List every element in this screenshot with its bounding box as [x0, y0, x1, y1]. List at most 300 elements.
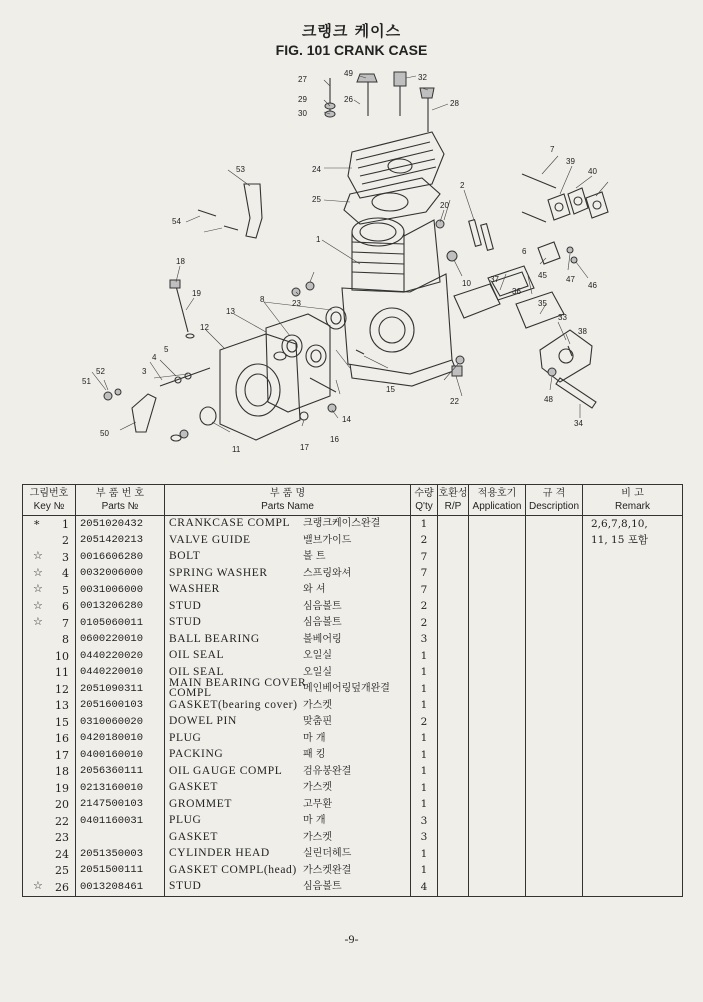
application-cell: [469, 764, 526, 781]
part-number-cell: 0400160010: [76, 747, 165, 764]
description-cell: [526, 879, 583, 896]
remark-cell: [583, 566, 683, 583]
callout-label: 27: [298, 75, 307, 84]
callout-label: 35: [538, 299, 547, 308]
quantity-cell: 2: [411, 714, 438, 731]
callout-label: 33: [558, 313, 567, 322]
key-number: 7: [62, 616, 69, 630]
application-cell: [469, 516, 526, 533]
description-cell: [526, 714, 583, 731]
part-name-korean: 가스켓: [303, 782, 332, 793]
remark-cell: [583, 582, 683, 599]
key-number: 15: [55, 715, 69, 729]
remark-cell: [583, 780, 683, 797]
part-name-english: CRANKCASE COMPL: [169, 517, 291, 529]
parts-table: [22, 484, 683, 897]
application-cell: [469, 615, 526, 632]
callout-label: 17: [300, 443, 309, 452]
part-name-cell: [165, 632, 411, 649]
part-name-cell: [165, 566, 411, 583]
part-name-korean: 오일실: [303, 666, 332, 678]
remark-cell: [583, 846, 683, 863]
part-name-cell: [165, 764, 411, 781]
quantity-cell: 7: [411, 549, 438, 566]
key-cell: [23, 533, 76, 550]
part-name-english: WASHER: [169, 583, 220, 595]
callout-label: 7: [550, 145, 555, 154]
table-header-row: [23, 485, 683, 516]
part-number-cell: 0440220010: [76, 665, 165, 682]
description-cell: [526, 615, 583, 632]
rp-cell: [438, 863, 469, 880]
part-name-cell: [165, 731, 411, 748]
callout-label: 37: [490, 275, 499, 284]
part-number-cell: 0310060020: [76, 714, 165, 731]
application-cell: [469, 665, 526, 682]
key-number: 11: [55, 666, 69, 680]
remark-cell: [583, 813, 683, 830]
rp-cell: [438, 846, 469, 863]
remark-cell: [583, 764, 683, 781]
application-cell: [469, 533, 526, 550]
rp-cell: [438, 879, 469, 896]
key-cell: [23, 665, 76, 682]
part-name-cell: [165, 780, 411, 797]
rp-cell: [438, 632, 469, 649]
callout-label: 52: [96, 367, 105, 376]
description-cell: [526, 813, 583, 830]
part-name-cell: [165, 599, 411, 616]
rp-cell: [438, 747, 469, 764]
part-number-cell: 2147500103: [76, 797, 165, 814]
part-name-cell: [165, 549, 411, 566]
part-name-english: VALVE GUIDE: [169, 533, 251, 546]
part-number-cell: 0013206280: [76, 599, 165, 616]
quantity-cell: 3: [411, 830, 438, 847]
part-name-korean: 가스켓: [303, 699, 332, 711]
key-cell: [23, 797, 76, 814]
quantity-cell: 7: [411, 582, 438, 599]
diagram-art: [92, 72, 608, 441]
rp-cell: [438, 698, 469, 715]
description-cell: [526, 599, 583, 616]
callout-label: 14: [342, 415, 351, 424]
part-name-english: PACKING: [169, 748, 224, 760]
part-name-english: PLUG: [169, 814, 202, 826]
marker-symbol: ☆: [33, 582, 43, 595]
application-cell: [469, 863, 526, 880]
key-cell: [23, 846, 76, 863]
part-name-cell: [165, 714, 411, 731]
key-cell: [23, 615, 76, 632]
key-number: 10: [55, 649, 69, 663]
part-number-cell: 0031006000: [76, 582, 165, 599]
callout-label: 15: [386, 385, 395, 394]
key-number: 3: [62, 550, 69, 564]
callout-label: 20: [440, 201, 449, 210]
callout-label: 47: [566, 275, 575, 284]
part-number-cell: 0032006000: [76, 566, 165, 583]
quantity-cell: 1: [411, 780, 438, 797]
callout-label: 19: [192, 289, 201, 298]
key-number: 16: [55, 732, 69, 746]
quantity-cell: 1: [411, 681, 438, 698]
part-name-korean: 가스켓완결: [303, 864, 352, 876]
description-cell: [526, 830, 583, 847]
rp-cell: [438, 731, 469, 748]
key-cell: [23, 863, 76, 880]
column-header-application: 적용호기 Application: [469, 485, 526, 516]
key-cell: [23, 549, 76, 566]
remark-cell: 11, 15 포함: [583, 533, 683, 550]
callout-label: 10: [462, 279, 471, 288]
part-number-cell: [76, 830, 165, 847]
application-cell: [469, 582, 526, 599]
key-number: 13: [55, 699, 69, 713]
callout-label: 24: [312, 165, 321, 174]
part-name-english: GASKET(bearing cover): [169, 698, 298, 711]
parts-table-body: [23, 516, 683, 897]
part-name-english: DOWEL PIN: [169, 715, 237, 727]
marker-symbol: ☆: [33, 565, 43, 579]
part-name-korean: 오일실: [303, 650, 332, 661]
part-number-cell: 0401160031: [76, 813, 165, 830]
part-name-english: GASKET COMPL(head): [169, 863, 297, 876]
callout-label: 2: [460, 181, 465, 190]
description-cell: [526, 731, 583, 748]
callout-label: 6: [522, 247, 527, 256]
callout-label: 48: [544, 395, 553, 404]
part-name-cell: [165, 813, 411, 830]
application-cell: [469, 681, 526, 698]
part-name-cell: [165, 879, 411, 896]
key-cell: [23, 731, 76, 748]
key-number: 6: [62, 600, 69, 614]
rp-cell: [438, 764, 469, 781]
part-name-english: PLUG: [169, 731, 202, 744]
key-number: 19: [55, 781, 69, 795]
callout-label: 26: [344, 95, 353, 104]
callout-label: 18: [176, 257, 185, 266]
application-cell: [469, 599, 526, 616]
part-name-korean: 마 개: [303, 732, 326, 744]
rp-cell: [438, 599, 469, 616]
key-number: 1: [62, 517, 69, 531]
table-row: [23, 566, 683, 583]
table-row: [23, 549, 683, 566]
quantity-cell: 1: [411, 797, 438, 814]
description-cell: [526, 764, 583, 781]
column-header-parts-name: 부 품 명 Parts Name: [165, 485, 411, 516]
remark-cell: [583, 599, 683, 616]
quantity-cell: 2: [411, 599, 438, 616]
marker-symbol: ☆: [33, 615, 43, 628]
callout-label: 5: [164, 345, 169, 354]
part-name-korean: 가스켓: [303, 831, 332, 843]
table-row: [23, 830, 683, 847]
remark-cell: [583, 615, 683, 632]
part-name-english: GROMMET: [169, 797, 232, 810]
callout-label: 12: [200, 323, 209, 332]
description-cell: [526, 681, 583, 698]
key-number: 17: [55, 748, 69, 762]
rp-cell: [438, 797, 469, 814]
callout-label: 51: [82, 377, 91, 386]
callout-label: 23: [292, 299, 301, 308]
application-cell: [469, 648, 526, 665]
rp-cell: [438, 533, 469, 550]
key-cell: [23, 879, 76, 896]
part-name-cell: [165, 698, 411, 715]
rp-cell: [438, 830, 469, 847]
application-cell: [469, 714, 526, 731]
remark-cell: [583, 681, 683, 698]
part-number-cell: 0600220010: [76, 632, 165, 649]
key-cell: [23, 681, 76, 698]
callout-label: 3: [142, 367, 147, 376]
description-cell: [526, 648, 583, 665]
marker-symbol: ☆: [33, 598, 43, 612]
part-name-cell: [165, 516, 411, 533]
table-row: [23, 797, 683, 814]
callout-label: 30: [298, 109, 307, 118]
quantity-cell: 7: [411, 566, 438, 583]
part-name-korean: 볼 트: [303, 551, 326, 562]
description-cell: [526, 797, 583, 814]
callout-label: 53: [236, 165, 245, 174]
part-name-cell: [165, 615, 411, 632]
quantity-cell: 3: [411, 813, 438, 830]
callout-label: 50: [100, 429, 109, 438]
part-number-cell: 0013208461: [76, 879, 165, 896]
column-header-rp: 호환성 R/P: [438, 485, 469, 516]
page-title-english: FIG. 101 CRANK CASE: [275, 42, 428, 58]
table-row: [23, 698, 683, 715]
callout-label: 34: [574, 419, 583, 428]
key-cell: [23, 813, 76, 830]
rp-cell: [438, 516, 469, 533]
description-cell: [526, 665, 583, 682]
part-name-english: STUD: [169, 880, 202, 892]
table-row: [23, 714, 683, 731]
rp-cell: [438, 648, 469, 665]
part-number-cell: 0420180010: [76, 731, 165, 748]
part-number-cell: 2051600103: [76, 698, 165, 715]
part-name-korean: 심음볼트: [303, 881, 342, 892]
quantity-cell: 1: [411, 698, 438, 715]
part-number-cell: 2051090311: [76, 681, 165, 698]
rp-cell: [438, 665, 469, 682]
part-name-korean: 패 킹: [303, 749, 326, 760]
callout-label: 28: [450, 99, 459, 108]
callout-label: 49: [344, 69, 353, 78]
table-row: [23, 516, 683, 533]
quantity-cell: 1: [411, 764, 438, 781]
part-number-cell: 2051500111: [76, 863, 165, 880]
quantity-cell: 1: [411, 747, 438, 764]
application-cell: [469, 780, 526, 797]
rp-cell: [438, 681, 469, 698]
key-number: 24: [55, 847, 69, 861]
part-name-korean: 실린더헤드: [303, 848, 352, 859]
part-name-korean: 마 개: [303, 815, 326, 826]
key-cell: [23, 747, 76, 764]
key-number: 25: [55, 864, 69, 878]
part-name-korean: 메인베어링덮개완결: [303, 683, 390, 694]
table-row: [23, 665, 683, 682]
application-cell: [469, 747, 526, 764]
table-row: [23, 764, 683, 781]
callout-label: 11: [232, 445, 241, 454]
table-row: [23, 648, 683, 665]
description-cell: [526, 863, 583, 880]
part-name-korean: 와 셔: [303, 584, 326, 595]
quantity-cell: 4: [411, 879, 438, 896]
part-name-cell: [165, 533, 411, 550]
part-name-english: STUD: [169, 616, 202, 628]
quantity-cell: 2: [411, 615, 438, 632]
callout-label: 29: [298, 95, 307, 104]
quantity-cell: 1: [411, 665, 438, 682]
remark-cell: [583, 731, 683, 748]
callout-label: 22: [450, 397, 459, 406]
exploded-parts-diagram: [60, 60, 640, 470]
remark-cell: [583, 648, 683, 665]
key-cell: [23, 566, 76, 583]
column-header-key: 그림번호 Key №: [23, 485, 76, 516]
part-name-korean: 검유봉완결: [303, 765, 352, 777]
part-name-cell: [165, 747, 411, 764]
part-name-korean: 고무환: [303, 798, 332, 810]
part-name-english: GASKET: [169, 830, 218, 843]
remark-cell: [583, 830, 683, 847]
part-name-english: SPRING WASHER: [169, 566, 268, 579]
part-name-korean: 볼베어링: [303, 633, 342, 645]
callout-label: 1: [316, 235, 321, 244]
callout-label: 36: [512, 287, 521, 296]
callout-label: 39: [566, 157, 575, 166]
part-name-cell: [165, 846, 411, 863]
page-number: -9-: [344, 932, 359, 946]
description-cell: [526, 566, 583, 583]
rp-cell: [438, 813, 469, 830]
part-number-cell: 0105060011: [76, 615, 165, 632]
quantity-cell: 1: [411, 863, 438, 880]
application-cell: [469, 549, 526, 566]
table-row: [23, 813, 683, 830]
table-row: [23, 731, 683, 748]
part-name-english: OIL GAUGE COMPL: [169, 764, 283, 777]
key-number: 20: [55, 798, 69, 812]
part-number-cell: 2056360111: [76, 764, 165, 781]
key-number: 23: [55, 831, 69, 845]
key-number: 8: [62, 633, 69, 647]
part-name-korean: 심음볼트: [303, 617, 342, 628]
application-cell: [469, 797, 526, 814]
key-cell: [23, 780, 76, 797]
callout-label: 16: [330, 435, 339, 444]
column-header-qty: 수량 Q'ty: [411, 485, 438, 516]
part-number-cell: 0440220020: [76, 648, 165, 665]
table-row: [23, 863, 683, 880]
marker-symbol: ∗: [33, 516, 41, 529]
quantity-cell: 1: [411, 731, 438, 748]
table-row: [23, 780, 683, 797]
description-cell: [526, 780, 583, 797]
rp-cell: [438, 780, 469, 797]
table-row: [23, 747, 683, 764]
remark-cell: [583, 549, 683, 566]
callout-label: 46: [588, 281, 597, 290]
key-number: 4: [62, 567, 69, 581]
description-cell: [526, 582, 583, 599]
part-name-cell: [165, 648, 411, 665]
callout-label: 13: [226, 307, 235, 316]
callout-label: 8: [260, 295, 265, 304]
part-name-korean: 크랭크케이스완결: [303, 518, 381, 529]
rp-cell: [438, 549, 469, 566]
key-cell: [23, 632, 76, 649]
column-header-parts-no: 부 품 번 호 Parts №: [76, 485, 165, 516]
application-cell: [469, 632, 526, 649]
remark-cell: [583, 879, 683, 896]
part-name-cell: [165, 797, 411, 814]
part-name-english: OIL SEAL: [169, 649, 225, 661]
key-number: 22: [55, 814, 69, 828]
part-name-english: GASKET: [169, 781, 218, 793]
part-number-cell: 0016606280: [76, 549, 165, 566]
quantity-cell: 1: [411, 846, 438, 863]
marker-symbol: ☆: [33, 879, 43, 892]
column-header-remark: 비 고 Remark: [583, 485, 683, 516]
key-number: 12: [55, 682, 69, 696]
remark-cell: [583, 698, 683, 715]
key-cell: [23, 830, 76, 847]
key-cell: [23, 714, 76, 731]
part-name-english: BOLT: [169, 550, 201, 562]
quantity-cell: 2: [411, 533, 438, 550]
key-cell: [23, 516, 76, 533]
application-cell: [469, 813, 526, 830]
key-cell: [23, 648, 76, 665]
callout-label: 32: [418, 73, 427, 82]
description-cell: [526, 516, 583, 533]
callout-label: 40: [588, 167, 597, 176]
description-cell: [526, 533, 583, 550]
callout-label: 38: [578, 327, 587, 336]
key-number: 2: [62, 534, 69, 548]
remark-cell: [583, 863, 683, 880]
part-name-cell: [165, 582, 411, 599]
key-number: 26: [55, 880, 69, 894]
table-row: [23, 582, 683, 599]
quantity-cell: 1: [411, 516, 438, 533]
table-row: [23, 599, 683, 616]
rp-cell: [438, 582, 469, 599]
application-cell: [469, 698, 526, 715]
remark-cell: [583, 665, 683, 682]
remark-cell: [583, 632, 683, 649]
part-name-korean: 스프링와셔: [303, 567, 352, 579]
part-number-cell: 2051020432: [76, 516, 165, 533]
part-number-cell: 0213160010: [76, 780, 165, 797]
remark-cell: [583, 714, 683, 731]
callout-label: 54: [172, 217, 181, 226]
application-cell: [469, 731, 526, 748]
key-number: 5: [62, 583, 69, 597]
application-cell: [469, 846, 526, 863]
part-number-cell: 2051350003: [76, 846, 165, 863]
